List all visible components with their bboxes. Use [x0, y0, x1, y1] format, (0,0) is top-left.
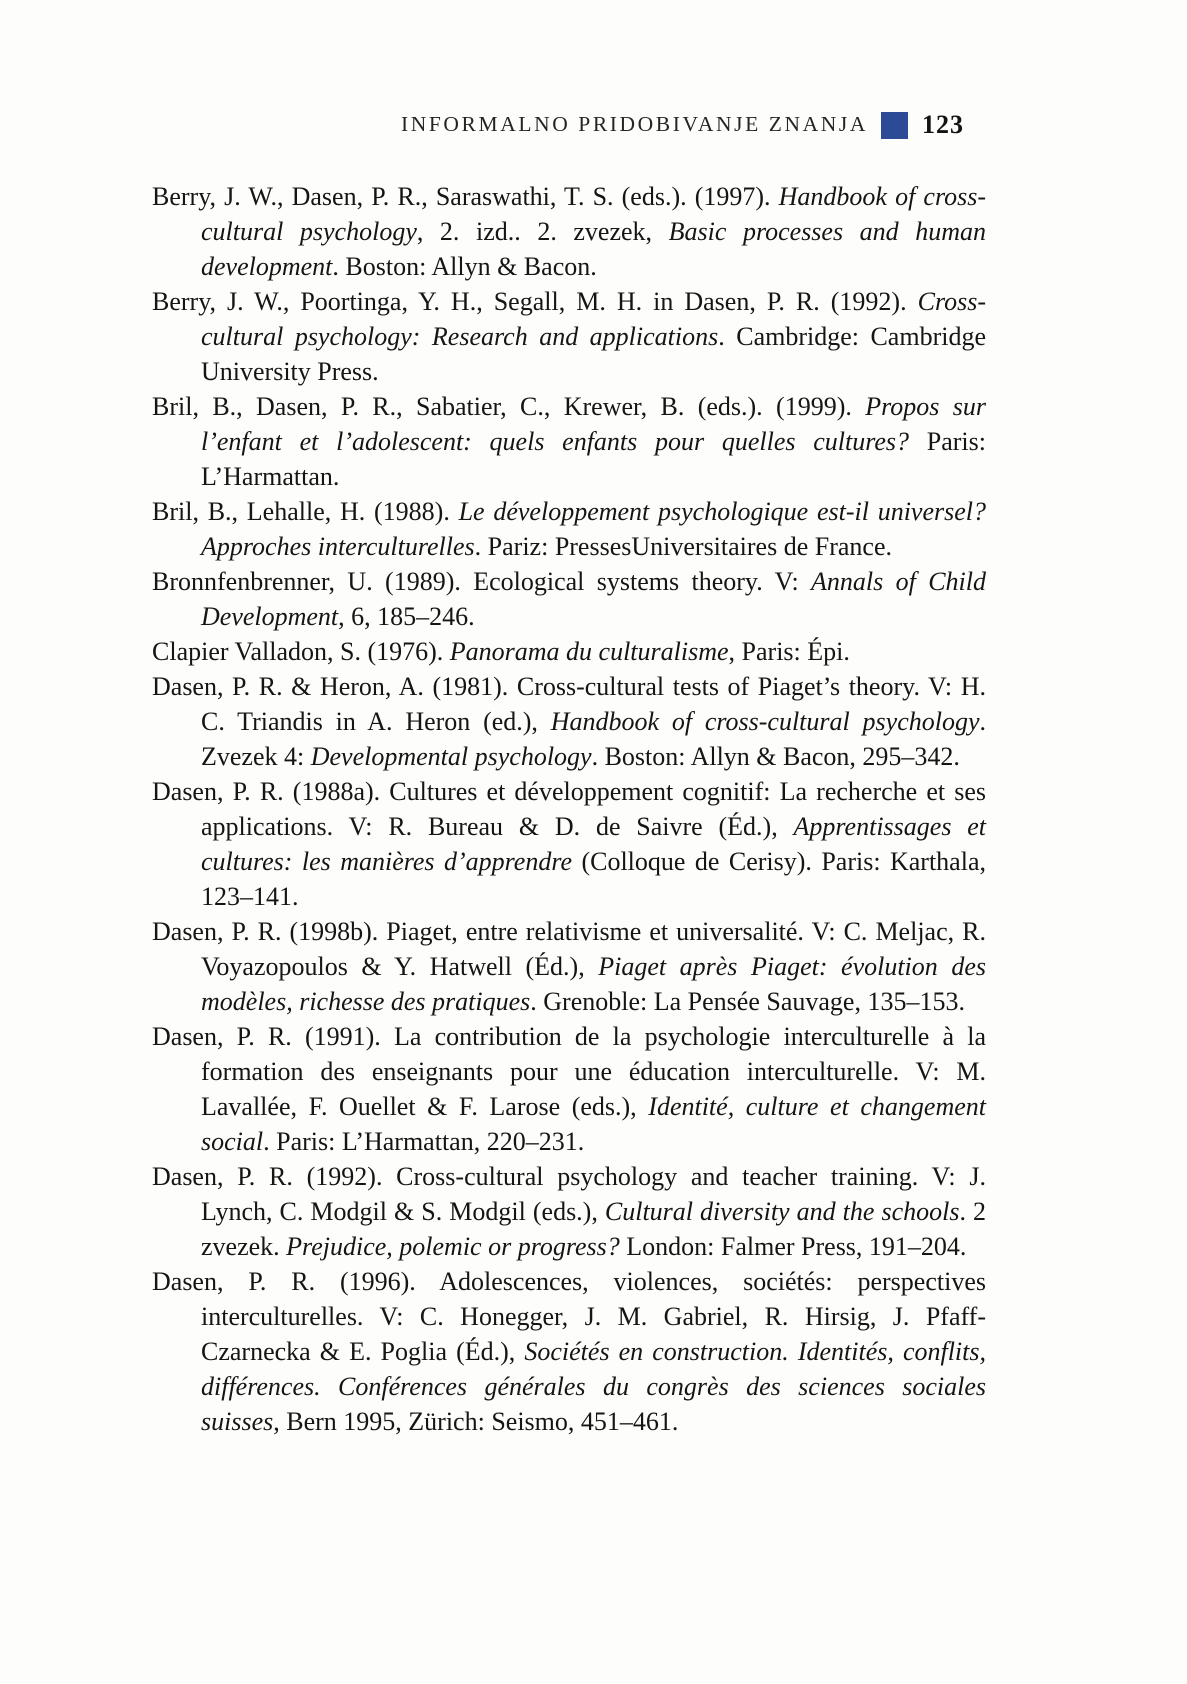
reference-text: . Cambridge: Cambridge University Press. [201, 322, 986, 386]
reference-title-italic: Cross-cultural psychology: Research and applications [201, 287, 986, 351]
reference-title-italic: Piaget après Piaget: évolution des modèles, richesse des pratiques [201, 952, 986, 1016]
reference-title-italic: Cultural diversity and the schools [604, 1197, 960, 1226]
reference-title-italic: Propos sur l’enfant et l’adolescent: quels enfants pour quelles cultures? [201, 392, 987, 456]
reference-title-italic: Developmental psychology [310, 742, 592, 771]
reference-text: . 2 zvezek. [201, 1197, 987, 1261]
reference-text: Dasen, P. R. (1992). Cross-cultural psychology and teacher training. V: J. Lynch, C. Modgil & S. Modgil (eds.), [152, 1162, 986, 1226]
reference-entry [152, 179, 986, 284]
reference-title-italic: Prejudice, polemic or progress? [286, 1232, 620, 1261]
reference-entry [152, 1264, 986, 1439]
reference-text: Dasen, P. R. & Heron, A. (1981). Cross-cultural tests of Piaget’s theory. V: H. C. Triandis in A. Heron (ed.), [152, 672, 986, 736]
reference-text: , Bern 1995, Zürich: Seismo, 451–461. [273, 1407, 679, 1436]
reference-title-italic: Apprentissages et cultures: les manières d’apprendre [201, 812, 986, 876]
reference-text: Paris: L’Harmattan. [201, 427, 986, 491]
reference-text: , 2. izd.. 2. zvezek, [416, 217, 669, 246]
reference-entry [152, 284, 986, 389]
reference-title-italic: Identité, culture et changement social [201, 1092, 986, 1156]
reference-text: , 6, 185–246. [338, 602, 475, 631]
reference-title-italic: Basic processes and human development [201, 217, 986, 281]
reference-entry [152, 1159, 986, 1264]
reference-text: London: Falmer Press, 191–204. [619, 1232, 967, 1261]
accent-square-icon [881, 112, 908, 139]
reference-text: . Grenoble: La Pensée Sauvage, 135–153. [530, 987, 965, 1016]
reference-text: Bril, B., Dasen, P. R., Sabatier, C., Krewer, B. (eds.). (1999). [152, 392, 866, 421]
reference-text: Bril, B., Lehalle, H. (1988). [152, 497, 459, 526]
reference-title-italic: Sociétés en construction. Identités, conflits, différences. Conférences générales du congrès des sciences sociales suisses [201, 1337, 987, 1436]
reference-text: Dasen, P. R. (1988a). Cultures et développement cognitif: La recherche et ses applications. V: R. Bureau & D. de Saivre (Éd.), [152, 777, 986, 841]
reference-text: , Paris: Épi. [728, 637, 850, 666]
reference-text: . Pariz: PressesUniversitaires de France. [474, 532, 892, 561]
reference-text: Berry, J. W., Dasen, P. R., Saraswathi, T. S. (eds.). (1997). [152, 182, 779, 211]
reference-text: Clapier Valladon, S. (1976). [152, 637, 450, 666]
reference-title-italic: Annals of Child Development [201, 567, 986, 631]
running-header [152, 108, 986, 142]
reference-text: Dasen, P. R. (1998b). Piaget, entre relativisme et universalité. V: C. Meljac, R. Voyazopoulos & Y. Hatwell (Éd.), [152, 917, 986, 981]
reference-text: . Paris: L’Harmattan, 220–231. [263, 1127, 585, 1156]
reference-text: (Colloque de Cerisy). Paris: Karthala, 123–141. [201, 847, 986, 911]
reference-entry [152, 914, 986, 1019]
reference-entry [152, 389, 986, 494]
reference-title-italic: Panorama du culturalisme [449, 637, 729, 666]
reference-text: . Boston: Allyn & Bacon, 295–342. [591, 742, 960, 771]
reference-entry [152, 564, 986, 634]
reference-title-italic: Handbook of cross-cultural psychology [550, 707, 980, 736]
reference-entry [152, 1019, 986, 1159]
reference-text: Dasen, P. R. (1996). Adolescences, violences, sociétés: perspectives interculturelles. V: C. Honegger, J. M. Gabriel, R. Hirsig, J. Pfaff-Czarnecka & E. Poglia (Éd.), [152, 1267, 986, 1366]
reference-text: Berry, J. W., Poortinga, Y. H., Segall, M. H. in Dasen, P. R. (1992). [152, 287, 918, 316]
reference-entry [152, 774, 986, 914]
reference-title-italic: Handbook of cross-cultural psychology [201, 182, 986, 246]
reference-entry [152, 634, 986, 669]
reference-title-italic: Le développement psychologique est-il universel? Approches interculturelles [201, 497, 986, 561]
page-number: 123 [922, 110, 964, 139]
reference-text: Dasen, P. R. (1991). La contribution de la psychologie interculturelle à la formation des enseignants pour une éducation interculturelle. V: M. Lavallée, F. Ouellet & F. Larose (eds.), [152, 1022, 986, 1121]
reference-list [152, 179, 986, 1439]
reference-text: Bronnfenbrenner, U. (1989). Ecological systems theory. V: [152, 567, 812, 596]
reference-text: . Boston: Allyn & Bacon. [332, 252, 597, 281]
reference-entry [152, 669, 986, 774]
reference-text: . Zvezek 4: [201, 707, 986, 771]
reference-entry [152, 494, 986, 564]
running-title: INFORMALNO PRIDOBIVANJE ZNANJA [400, 111, 868, 136]
